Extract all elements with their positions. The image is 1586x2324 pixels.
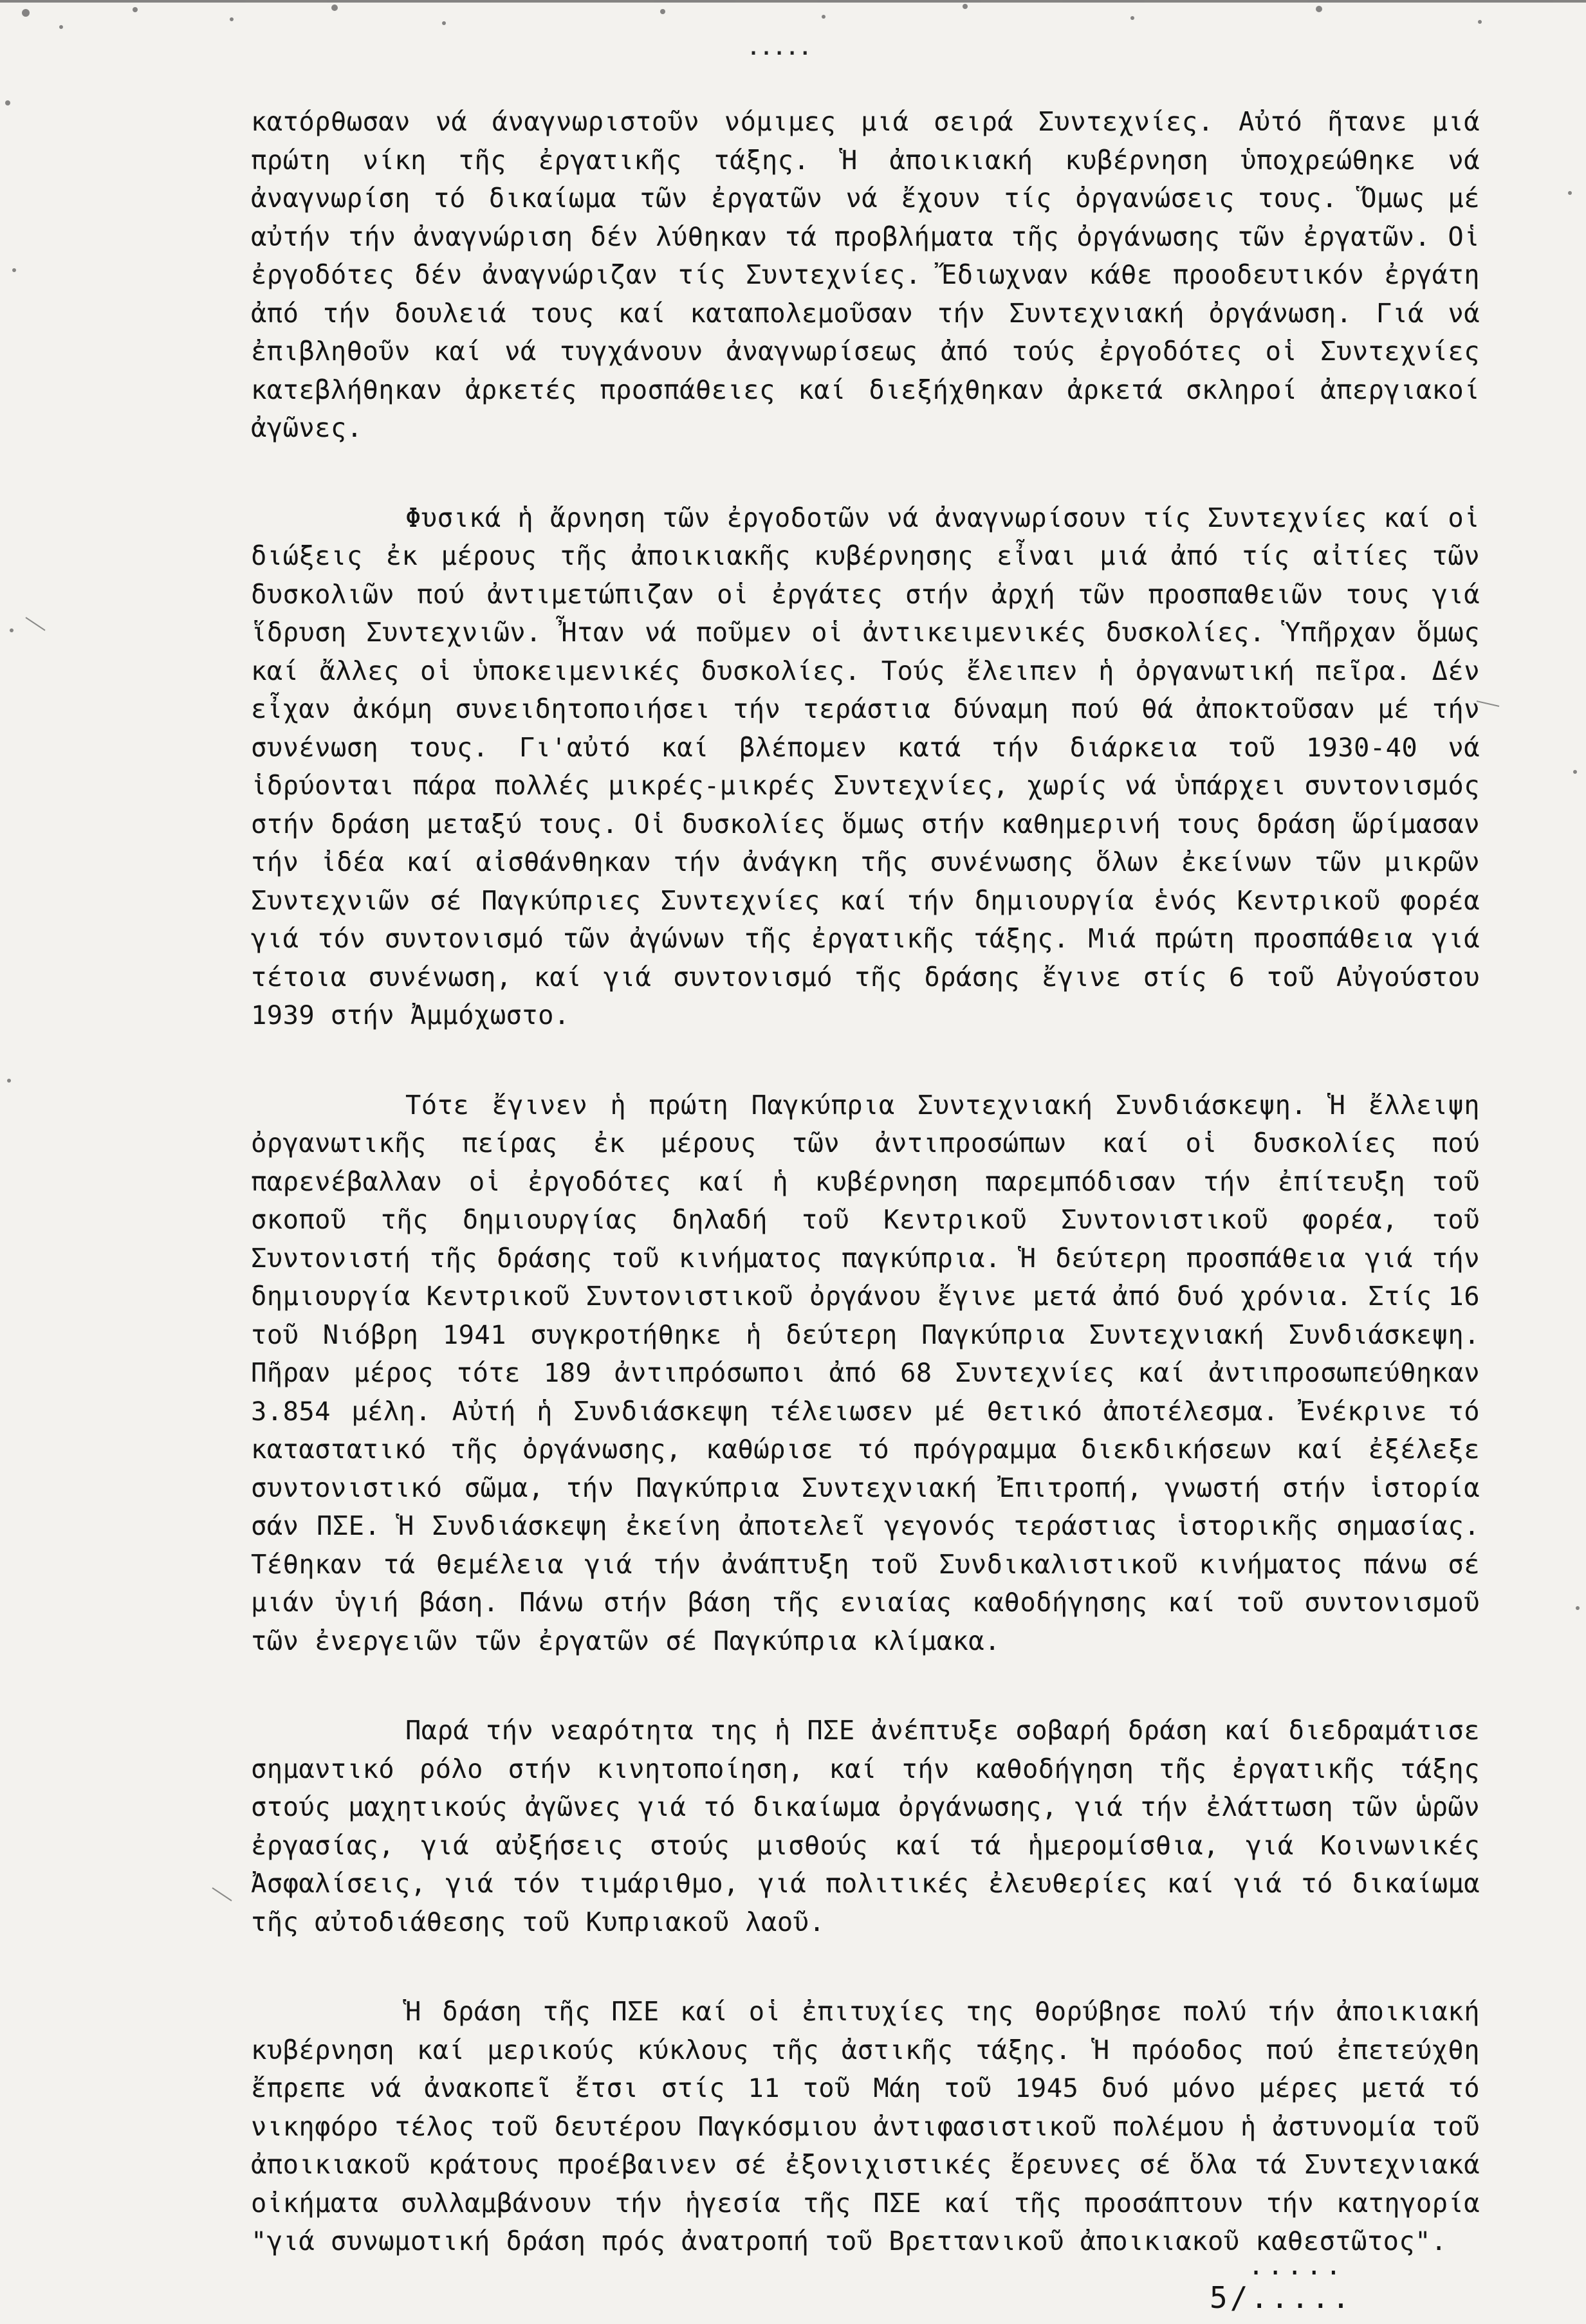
continuation-dots: ..... [1248, 2251, 1345, 2281]
top-page-mark: ····· [748, 42, 813, 65]
paragraph-2: Φυσικά ἡ ἄρνηση τῶν ἐργοδοτῶν νά ἀναγνωρίσουν τίς Συντεχνίες καί οἱ διώξεις ἐκ μέρους τῆς ἀποικιακῆς κυβέρνησης εἶναι μιά ἀπό τίς αἰτίες τῶν δυσκολιῶν πού ἀντιμετώπιζαν οἱ ἐργάτες στήν ἀρχή τῶν προσπαθειῶν τους γιά ἵδρυση Συντεχνιῶν. Ἦταν νά ποῦμεν οἱ ἀντικειμενικές δυσκολίες. Ὑπῆρχαν ὅμως καί ἄλλες οἱ ὑποκειμενικές δυσκολίες. Τούς ἔλειπεν ἡ ὀργανωτική πεῖρα. Δέν εἶχαν ἀκόμη συνειδητοποιήσει τήν τεράστια δύναμη πού θά ἀποκτοῦσαν μέ τήν συνένωση τους. Γι'αὐτό καί βλέπομεν κατά τήν διάρκεια τοῦ 1930-40 νά ἱδρύονται πάρα πολλές μικρές-μικρές Συντεχνίες, χωρίς νά ὑπάρχει συντονισμός στήν δράση μεταξύ τους. Οἱ δυσκολίες ὅμως στήν καθημερινή τους δράση ὥρίμασαν τήν ἰδέα καί αἰσθάνθηκαν τήν ἀνάγκη τῆς συνένωσης ὅλων ἐκείνων τῶν μικρῶν Συντεχνιῶν σέ Παγκύπριες Συντεχνίες καί τήν δημιουργία ἑνός Κεντρικοῦ φορέα γιά τόν συντονισμό τῶν ἀγώνων τῆς ἐργατικῆς τάξης. Μιά πρώτη προσπάθεια γιά τέτοια συνένωση, καί γιά συντονισμό τῆς δράσης ἔγινε στίς 6 τοῦ Αὐγούστου 1939 στήν Ἀμμόχωστο. [251, 502, 1480, 1030]
page-number: 5/..... [1210, 2280, 1352, 2315]
paragraph-5: Ἡ δράση τῆς ΠΣΕ καί οἱ ἐπιτυχίες της θορύβησε πολύ τήν ἀποικιακή κυβέρνηση καί μερικούς κύκλους τῆς ἀστικῆς τάξης. Ἡ πρόοδος πού ἐπετεύχθη ἔπρεπε νά ἀνακοπεῖ ἔτσι στίς 11 τοῦ Μάη τοῦ 1945 δυό μόνο μέρες μετά τό νικηφόρο τέλος τοῦ δευτέρου Παγκόσμιου ἀντιφασιστικοῦ πολέμου ἡ ἀστυνομία τοῦ ἀποικιακοῦ κράτους προέβαινεν σέ ἐξονιχιστικές ἔρευνες σέ ὅλα τά Συντεχνιακά οἰκήματα συλλαμβάνουν τήν ἡγεσία τῆς ΠΣΕ καί τῆς προσάπτουν τήν κατηγορία "γιά συνωμοτική δράση πρός ἀνατροπή τοῦ Βρεττανικοῦ ἀποικιακοῦ καθεστῶτος". [251, 1996, 1480, 2256]
document-body [251, 103, 1480, 2312]
paragraph-4: Παρά τήν νεαρότητα της ἡ ΠΣΕ ἀνέπτυξε σοβαρή δράση καί διεδραμάτισε σημαντικό ρόλο στήν κινητοποίηση, καί τήν καθοδήγηση τῆς ἐργατικῆς τάξης στούς μαχητικούς ἀγῶνες γιά τό δικαίωμα ὀργάνωσης, γιά τήν ἐλάττωση τῶν ὡρῶν ἐργασίας, γιά αὐξήσεις στούς μισθούς καί τά ἡμερομίσθια, γιά Κοινωνικές Ἀσφαλίσεις, γιά τόν τιμάριθμο, γιά πολιτικές ἐλευθερίες καί γιά τό δικαίωμα τῆς αὐτοδιάθεσης τοῦ Κυπριακοῦ λαοῦ. [251, 1715, 1480, 1937]
paragraph-1: κατόρθωσαν νά άναγνωριστοῦν νόμιμες μιά σειρά Συντεχνίες. Αὐτό ῆτανε μιά πρώτη νίκη τῆς ἐργατικῆς τάξης. Ἡ ἀποικιακή κυβέρνηση ὑποχρεώθηκε νά ἀναγνωρίση τό δικαίωμα τῶν ἐργατῶν νά ἔχουν τίς ὀργανώσεις τους. Ὅμως μέ αὐτήν τήν ἀναγνώριση δέν λύθηκαν τά προβλήματα τῆς ὀργάνωσης τῶν ἐργατῶν. Οἱ ἐργοδότες δέν ἀναγνώριζαν τίς Συντεχνίες. Ἔδιωχναν κάθε προοδευτικόν ἐργάτη ἀπό τήν δουλειά τους καί καταπολεμοῦσαν τήν Συντεχνιακή ὀργάνωση. Γιά νά ἐπιβληθοῦν καί νά τυγχάνουν ἀναγνωρίσεως ἀπό τούς ἐργοδότες οἱ Συντεχνίες κατεβλήθηκαν ἀρκετές προσπάθειες καί διεξήχθηκαν ἀρκετά σκληροί ἀπεργιακοί ἀγῶνες. [251, 106, 1480, 443]
paragraph-3: Τότε ἔγινεν ἡ πρώτη Παγκύπρια Συντεχνιακή Συνδιάσκεψη. Ἡ ἔλλειψη ὀργανωτικῆς πείρας ἐκ μέρους τῶν ἀντιπροσώπων καί οἱ δυσκολίες πού παρενέβαλλαν οἱ ἐργοδότες καί ἡ κυβέρνηση παρεμπόδισαν τήν ἐπίτευξη τοῦ σκοποῦ τῆς δημιουργίας δηλαδή τοῦ Κεντρικοῦ Συντονιστικοῦ φορέα, τοῦ Συντονιστή τῆς δράσης τοῦ κινήματος παγκύπρια. Ἡ δεύτερη προσπάθεια γιά τήν δημιουργία Κεντρικοῦ Συντονιστικοῦ ὀργάνου ἔγινε μετά ἀπό δυό χρόνια. Στίς 16 τοῦ Νιόβρη 1941 συγκροτήθηκε ἡ δεύτερη Παγκύπρια Συντεχνιακή Συνδιάσκεψη. Πῆραν μέρος τότε 189 ἀντιπρόσωποι ἀπό 68 Συντεχνίες καί ἀντιπροσωπεύθηκαν 3.854 μέλη. Αὐτή ἡ Συνδιάσκεψη τέλειωσεν μέ θετικό ἀποτέλεσμα. Ἐνέκρινε τό καταστατικό τῆς ὀργάνωσης, καθώρισε τό πρόγραμμα διεκδικήσεων καί ἐξέλεξε συντονιστικό σῶμα, τήν Παγκύπρια Συντεχνιακή Ἐπιτροπή, γνωστή στήν ἱστορία σάν ΠΣΕ. Ἡ Συνδιάσκεψη ἐκείνη ἀποτελεῖ γεγονός τεράστιας ἱστορικῆς σημασίας. Τέθηκαν τά θεμέλεια γιά τήν ἀνάπτυξη τοῦ Συνδικαλιστικοῦ κινήματος πάνω σέ μιάν ὑγιή βάση. Πάνω στήν βάση τῆς ενιαίας καθοδήγησης καί τοῦ συντονισμοῦ τῶν ἐνεργειῶν τῶν ἐργατῶν σέ Παγκύπρια κλίμακα. [251, 1089, 1480, 1656]
